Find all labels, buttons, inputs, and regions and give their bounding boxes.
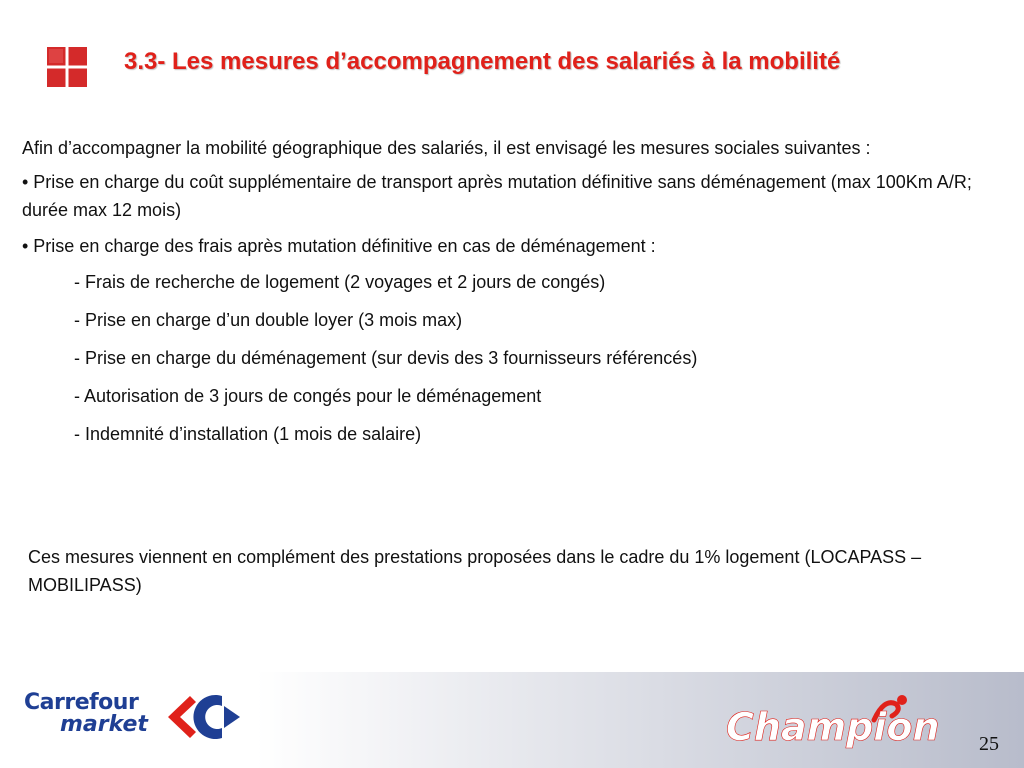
champion-logo [724,694,940,754]
sub-item-double-rent: - Prise en charge d’un double loyer (3 mois max) [74,310,463,330]
page-number: 25 [979,733,999,755]
carrefour-c-logo-icon [160,692,254,742]
slide-title: 3.3- Les mesures d’accompagnement des salariés à la mobilité [124,48,841,75]
slide-body [22,134,1012,458]
logo-left-line2: market [60,712,148,737]
sub-item-moving: - Prise en charge du déménagement (sur devis des 3 fournisseurs référencés) [74,348,698,368]
title-grid-icon [47,47,87,87]
sub-item-housing-search: - Frais de recherche de logement (2 voyages et 2 jours de congés) [74,272,606,292]
carrefour-market-logo [24,692,148,736]
bullet-transport: • Prise en charge du coût supplémentaire de transport après mutation définitive sans déménagement (max 100Km A/R; durée max 12 mois) [22,172,972,220]
sub-item-leave-days: - Autorisation de 3 jours de congés pour le déménagement [74,386,542,406]
bullet-relocation: • Prise en charge des frais après mutation définitive en cas de déménagement : [22,236,656,256]
sub-item-installation: - Indemnité d’installation (1 mois de salaire) [74,424,422,444]
champion-wordmark: Champion [726,705,940,749]
logo-left-line1: Carrefour [24,690,139,715]
conclusion-text: Ces mesures viennent en complément des prestations proposées dans le cadre du 1% logement (LOCAPASS – MOBILIPASS) [28,547,922,595]
intro-text: Afin d’accompagner la mobilité géographique des salariés, il est envisagé les mesures sociales suivantes : [22,138,871,158]
